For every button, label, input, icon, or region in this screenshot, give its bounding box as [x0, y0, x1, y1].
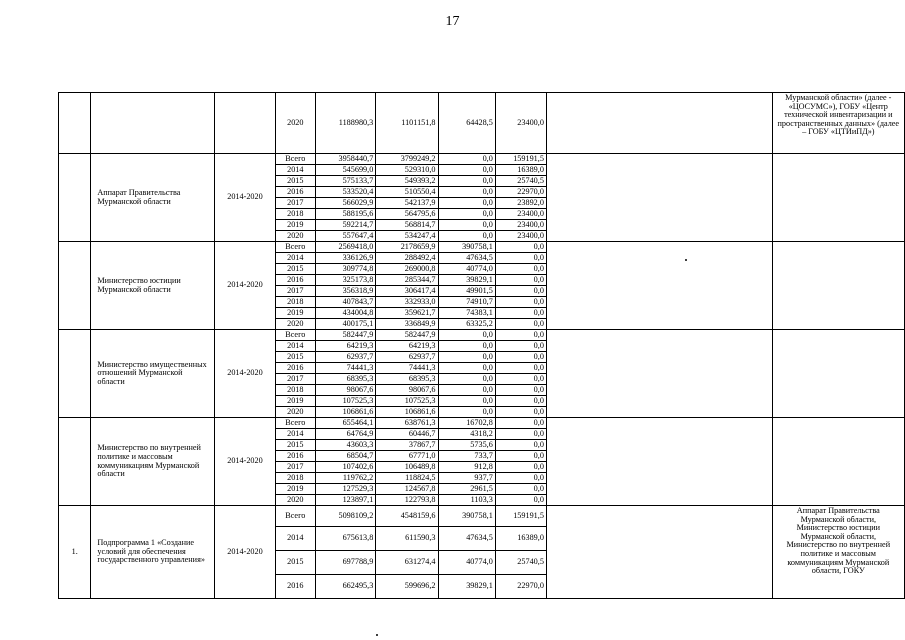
regional-budget-cell: 106861,6 — [376, 407, 438, 418]
regional-budget-cell: 510550,4 — [376, 187, 438, 198]
period-cell: 2014-2020 — [215, 506, 276, 599]
other-sources-cell: 0,0 — [495, 242, 546, 253]
other-sources-cell: 0,0 — [495, 484, 546, 495]
year-cell: 2018 — [275, 385, 315, 396]
year-cell: 2019 — [275, 308, 315, 319]
other-sources-cell: 0,0 — [495, 308, 546, 319]
year-cell: 2014 — [275, 341, 315, 352]
executors-cell: Аппарат Правительства Мурманской области, Министерство юстиции Мурманской области, Министерство по внутренней политике и массовым коммуникациям Мурманской области, ГОКУ — [772, 506, 904, 599]
total-cell: 119762,2 — [315, 473, 375, 484]
indicator-cell — [546, 154, 772, 242]
org-cell — [91, 93, 215, 154]
regional-budget-cell: 106489,8 — [376, 462, 438, 473]
federal-budget-cell: 0,0 — [438, 407, 495, 418]
federal-budget-cell: 5735,6 — [438, 440, 495, 451]
year-cell: 2016 — [275, 451, 315, 462]
year-cell: 2019 — [275, 396, 315, 407]
federal-budget-cell: 390758,1 — [438, 506, 495, 527]
subprogram-title-cell: Подпрограмма 1 «Создание условий для обеспечения государственного управления» — [91, 506, 215, 599]
year-cell: 2014 — [275, 429, 315, 440]
row-number-cell — [59, 330, 91, 418]
page-number: 17 — [445, 14, 460, 29]
year-cell: 2020 — [275, 495, 315, 506]
other-sources-cell: 0,0 — [495, 429, 546, 440]
period-cell — [215, 93, 276, 154]
total-cell: 336126,9 — [315, 253, 375, 264]
federal-budget-cell: 0,0 — [438, 231, 495, 242]
total-cell: 74441,3 — [315, 363, 375, 374]
year-cell: 2018 — [275, 209, 315, 220]
regional-budget-cell: 285344,7 — [376, 275, 438, 286]
regional-budget-cell: 288492,4 — [376, 253, 438, 264]
org-cell: Аппарат Правительства Мурманской области — [91, 154, 215, 242]
other-sources-cell: 0,0 — [495, 374, 546, 385]
total-cell: 557647,4 — [315, 231, 375, 242]
regional-budget-cell: 564795,6 — [376, 209, 438, 220]
other-sources-cell: 0,0 — [495, 330, 546, 341]
other-sources-cell: 0,0 — [495, 319, 546, 330]
year-cell: 2019 — [275, 484, 315, 495]
row-number-cell — [59, 93, 91, 154]
federal-budget-cell: 4318,2 — [438, 429, 495, 440]
regional-budget-cell: 611590,3 — [376, 527, 438, 551]
indicator-cell — [546, 93, 772, 154]
indicator-cell — [546, 506, 772, 599]
regional-budget-cell: 529310,0 — [376, 165, 438, 176]
year-cell: 2018 — [275, 297, 315, 308]
federal-budget-cell: 0,0 — [438, 396, 495, 407]
year-cell: 2019 — [275, 220, 315, 231]
year-cell: 2020 — [275, 319, 315, 330]
federal-budget-cell: 0,0 — [438, 154, 495, 165]
total-cell: 566029,9 — [315, 198, 375, 209]
other-sources-cell: 0,0 — [495, 253, 546, 264]
table-row — [59, 242, 905, 253]
total-cell: 107402,6 — [315, 462, 375, 473]
federal-budget-cell: 0,0 — [438, 187, 495, 198]
year-cell: Всего — [275, 242, 315, 253]
federal-budget-cell: 39829,1 — [438, 575, 495, 599]
federal-budget-cell: 0,0 — [438, 385, 495, 396]
total-cell: 2569418,0 — [315, 242, 375, 253]
total-cell: 697788,9 — [315, 551, 375, 575]
federal-budget-cell: 40774,0 — [438, 551, 495, 575]
federal-budget-cell: 0,0 — [438, 209, 495, 220]
total-cell: 575133,7 — [315, 176, 375, 187]
executors-cell — [772, 242, 904, 330]
federal-budget-cell: 0,0 — [438, 176, 495, 187]
total-cell: 123897,1 — [315, 495, 375, 506]
federal-budget-cell: 0,0 — [438, 374, 495, 385]
table-row — [59, 154, 905, 165]
year-cell: 2017 — [275, 286, 315, 297]
other-sources-cell: 0,0 — [495, 462, 546, 473]
other-sources-cell: 25740,5 — [495, 176, 546, 187]
federal-budget-cell: 912,8 — [438, 462, 495, 473]
regional-budget-cell: 62937,7 — [376, 352, 438, 363]
year-cell: 2016 — [275, 575, 315, 599]
federal-budget-cell: 0,0 — [438, 198, 495, 209]
regional-budget-cell: 549393,2 — [376, 176, 438, 187]
other-sources-cell: 23400,0 — [495, 93, 546, 154]
federal-budget-cell: 39829,1 — [438, 275, 495, 286]
other-sources-cell: 23400,0 — [495, 231, 546, 242]
row-number-cell — [59, 242, 91, 330]
year-cell: 2016 — [275, 275, 315, 286]
regional-budget-cell: 67771,0 — [376, 451, 438, 462]
federal-budget-cell: 0,0 — [438, 330, 495, 341]
regional-budget-cell: 599696,2 — [376, 575, 438, 599]
year-cell: 2015 — [275, 352, 315, 363]
other-sources-cell: 23400,0 — [495, 209, 546, 220]
total-cell: 662495,3 — [315, 575, 375, 599]
year-cell: 2015 — [275, 176, 315, 187]
year-cell: 2014 — [275, 527, 315, 551]
other-sources-cell: 0,0 — [495, 352, 546, 363]
regional-budget-cell: 98067,6 — [376, 385, 438, 396]
other-sources-cell: 0,0 — [495, 297, 546, 308]
executors-cell — [772, 154, 904, 242]
federal-budget-cell: 47634,5 — [438, 527, 495, 551]
total-cell: 68504,7 — [315, 451, 375, 462]
total-cell: 533520,4 — [315, 187, 375, 198]
federal-budget-cell: 63325,2 — [438, 319, 495, 330]
regional-budget-cell: 582447,9 — [376, 330, 438, 341]
regional-budget-cell: 269000,8 — [376, 264, 438, 275]
table-row — [59, 93, 905, 154]
year-cell: Всего — [275, 330, 315, 341]
budget-table — [58, 92, 905, 599]
year-cell: 2017 — [275, 198, 315, 209]
year-cell: 2015 — [275, 551, 315, 575]
year-cell: 2018 — [275, 473, 315, 484]
regional-budget-cell: 542137,9 — [376, 198, 438, 209]
other-sources-cell: 0,0 — [495, 275, 546, 286]
org-cell: Министерство по внутренней политике и массовым коммуникациям Мурманской области — [91, 418, 215, 506]
federal-budget-cell: 0,0 — [438, 352, 495, 363]
regional-budget-cell: 68395,3 — [376, 374, 438, 385]
other-sources-cell: 22970,0 — [495, 187, 546, 198]
year-cell: 2020 — [275, 93, 315, 154]
regional-budget-cell: 118824,5 — [376, 473, 438, 484]
other-sources-cell: 16389,0 — [495, 527, 546, 551]
regional-budget-cell: 4548159,6 — [376, 506, 438, 527]
regional-budget-cell: 568814,7 — [376, 220, 438, 231]
year-cell: 2015 — [275, 440, 315, 451]
federal-budget-cell: 0,0 — [438, 220, 495, 231]
executors-cell: Мурманской области» (далее - «ЦОСУМС»), ГОБУ «Центр технической инвентаризации и пространственных данных» (далее – ГОБУ «ЦТИиПД») — [772, 93, 904, 154]
table-row — [59, 330, 905, 341]
federal-budget-cell: 40774,0 — [438, 264, 495, 275]
year-cell: Всего — [275, 418, 315, 429]
other-sources-cell: 159191,5 — [495, 506, 546, 527]
total-cell: 588195,6 — [315, 209, 375, 220]
year-cell: Всего — [275, 506, 315, 527]
period-cell: 2014-2020 — [215, 418, 276, 506]
total-cell: 545699,0 — [315, 165, 375, 176]
other-sources-cell: 22970,0 — [495, 575, 546, 599]
regional-budget-cell: 631274,4 — [376, 551, 438, 575]
total-cell: 98067,6 — [315, 385, 375, 396]
total-cell: 127529,3 — [315, 484, 375, 495]
total-cell: 582447,9 — [315, 330, 375, 341]
period-cell: 2014-2020 — [215, 330, 276, 418]
federal-budget-cell: 47634,5 — [438, 253, 495, 264]
federal-budget-cell: 733,7 — [438, 451, 495, 462]
total-cell: 106861,6 — [315, 407, 375, 418]
total-cell: 434004,8 — [315, 308, 375, 319]
total-cell: 43603,3 — [315, 440, 375, 451]
year-cell: 2014 — [275, 253, 315, 264]
year-cell: 2016 — [275, 363, 315, 374]
scan-speck — [376, 634, 378, 636]
federal-budget-cell: 390758,1 — [438, 242, 495, 253]
org-cell: Министерство юстиции Мурманской области — [91, 242, 215, 330]
year-cell: Всего — [275, 154, 315, 165]
row-number-cell — [59, 418, 91, 506]
indicator-cell — [546, 330, 772, 418]
other-sources-cell: 23400,0 — [495, 220, 546, 231]
regional-budget-cell: 64219,3 — [376, 341, 438, 352]
federal-budget-cell: 49901,5 — [438, 286, 495, 297]
total-cell: 407843,7 — [315, 297, 375, 308]
other-sources-cell: 159191,5 — [495, 154, 546, 165]
regional-budget-cell: 638761,3 — [376, 418, 438, 429]
regional-budget-cell: 74441,3 — [376, 363, 438, 374]
total-cell: 68395,3 — [315, 374, 375, 385]
total-cell: 62937,7 — [315, 352, 375, 363]
other-sources-cell: 0,0 — [495, 341, 546, 352]
scan-speck — [685, 259, 687, 261]
other-sources-cell: 0,0 — [495, 495, 546, 506]
other-sources-cell: 0,0 — [495, 286, 546, 297]
other-sources-cell: 0,0 — [495, 418, 546, 429]
table-row — [59, 506, 905, 527]
regional-budget-cell: 124567,8 — [376, 484, 438, 495]
total-cell: 655464,1 — [315, 418, 375, 429]
year-cell: 2020 — [275, 407, 315, 418]
regional-budget-cell: 60446,7 — [376, 429, 438, 440]
executors-cell — [772, 330, 904, 418]
regional-budget-cell: 107525,3 — [376, 396, 438, 407]
executors-cell — [772, 418, 904, 506]
federal-budget-cell: 1103,3 — [438, 495, 495, 506]
other-sources-cell: 25740,5 — [495, 551, 546, 575]
total-cell: 675613,8 — [315, 527, 375, 551]
period-cell: 2014-2020 — [215, 242, 276, 330]
federal-budget-cell: 937,7 — [438, 473, 495, 484]
other-sources-cell: 0,0 — [495, 451, 546, 462]
regional-budget-cell: 534247,4 — [376, 231, 438, 242]
regional-budget-cell: 122793,8 — [376, 495, 438, 506]
period-cell: 2014-2020 — [215, 154, 276, 242]
federal-budget-cell: 64428,5 — [438, 93, 495, 154]
indicator-cell — [546, 242, 772, 330]
total-cell: 64219,3 — [315, 341, 375, 352]
year-cell: 2017 — [275, 462, 315, 473]
other-sources-cell: 0,0 — [495, 440, 546, 451]
org-cell: Министерство имущественных отношений Мурманской области — [91, 330, 215, 418]
regional-budget-cell: 37867,7 — [376, 440, 438, 451]
total-cell: 400175,1 — [315, 319, 375, 330]
regional-budget-cell: 306417,4 — [376, 286, 438, 297]
regional-budget-cell: 2178659,9 — [376, 242, 438, 253]
federal-budget-cell: 0,0 — [438, 341, 495, 352]
year-cell: 2015 — [275, 264, 315, 275]
total-cell: 107525,3 — [315, 396, 375, 407]
regional-budget-cell: 1101151,8 — [376, 93, 438, 154]
federal-budget-cell: 16702,8 — [438, 418, 495, 429]
other-sources-cell: 0,0 — [495, 385, 546, 396]
total-cell: 356318,9 — [315, 286, 375, 297]
federal-budget-cell: 0,0 — [438, 165, 495, 176]
federal-budget-cell: 2961,5 — [438, 484, 495, 495]
federal-budget-cell: 0,0 — [438, 363, 495, 374]
other-sources-cell: 0,0 — [495, 407, 546, 418]
regional-budget-cell: 359621,7 — [376, 308, 438, 319]
total-cell: 325173,8 — [315, 275, 375, 286]
row-number-cell — [59, 154, 91, 242]
total-cell: 309774,8 — [315, 264, 375, 275]
year-cell: 2014 — [275, 165, 315, 176]
regional-budget-cell: 332933,0 — [376, 297, 438, 308]
year-cell: 2017 — [275, 374, 315, 385]
other-sources-cell: 0,0 — [495, 473, 546, 484]
indicator-cell — [546, 418, 772, 506]
other-sources-cell: 0,0 — [495, 363, 546, 374]
regional-budget-cell: 3799249,2 — [376, 154, 438, 165]
year-cell: 2016 — [275, 187, 315, 198]
total-cell: 592214,7 — [315, 220, 375, 231]
other-sources-cell: 0,0 — [495, 396, 546, 407]
other-sources-cell: 23892,0 — [495, 198, 546, 209]
other-sources-cell: 0,0 — [495, 264, 546, 275]
total-cell: 3958440,7 — [315, 154, 375, 165]
federal-budget-cell: 74910,7 — [438, 297, 495, 308]
other-sources-cell: 16389,0 — [495, 165, 546, 176]
total-cell: 1188980,3 — [315, 93, 375, 154]
total-cell: 64764,9 — [315, 429, 375, 440]
row-number-cell: 1. — [59, 506, 91, 599]
year-cell: 2020 — [275, 231, 315, 242]
regional-budget-cell: 336849,9 — [376, 319, 438, 330]
table-row — [59, 418, 905, 429]
total-cell: 5098109,2 — [315, 506, 375, 527]
federal-budget-cell: 74383,1 — [438, 308, 495, 319]
